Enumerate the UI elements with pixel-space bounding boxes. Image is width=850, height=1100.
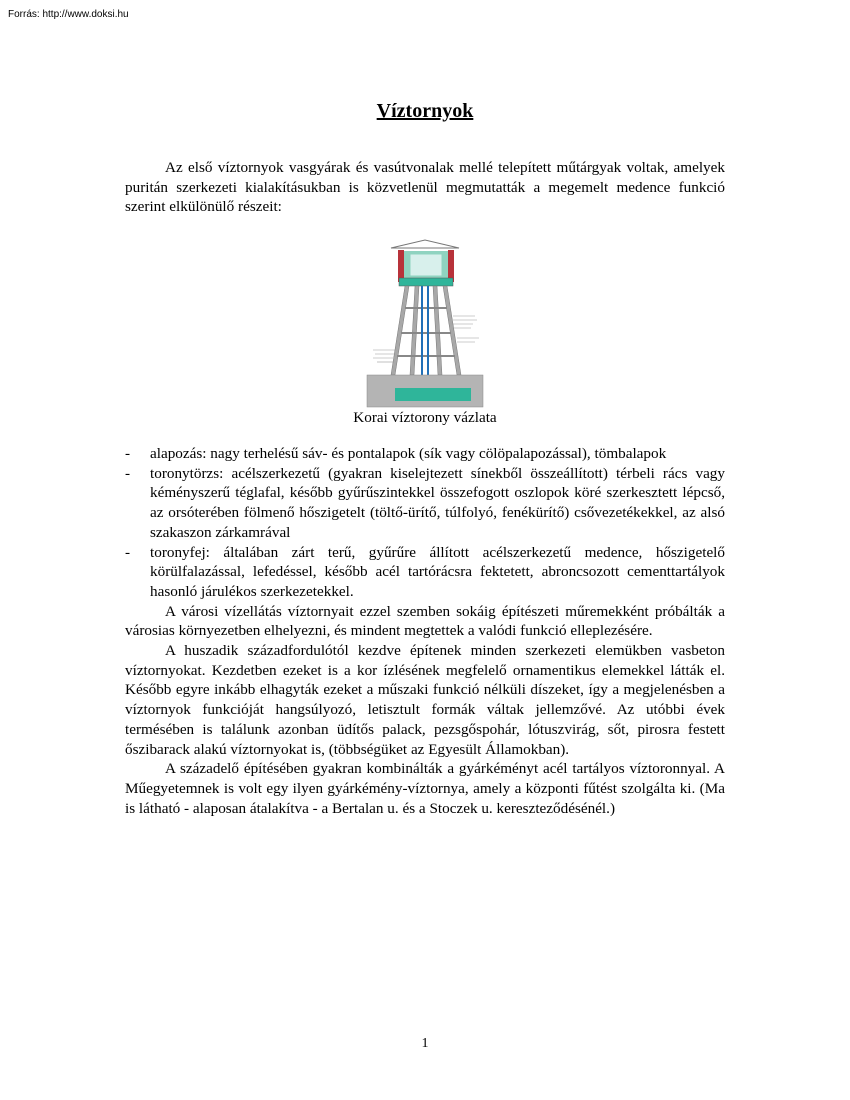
base-slab (395, 388, 471, 401)
bullet-text: toronyfej: általában zárt terű, gyűrűre állított acélszerkezetű medence, hőszigetelő körülfalazással, lefedéssel, később acél tartórácsra fektetett, abroncsozott cementtartályok hasonló járulékos szerkezetekkel. (150, 543, 725, 600)
bullet-list (125, 444, 725, 602)
body-paragraph: A századelő építésében gyakran kombinálták a gyárkéményt acél tartályos víztoronnyal. A Műegyetemnek is volt egy ilyen gyárkémény-víztornya, amely a központi fűtést szolgálta ki. (Ma is látható - alaposan átalakítva - a Bertalan u. és a Stoczek u. kereszteződésénél.) (125, 760, 725, 817)
leg-inner-right (433, 286, 442, 375)
body-paragraph: A huszadik századfordulótól kezdve építenek minden szerkezeti elemükben vasbeton víztornyokat. Kezdetben ezeket is a kor ízlésének megfelelő ornamentikus elemekkel látták el. Később egyre inkább elhagyták ezeket a műszaki funkció nélküli díszeket, így a megjelenésben a víztornyok funkcióját hangsúlyozó, letisztult formák váltak jellemzővé. Az utóbbi évek termésében is találunk azonban üdítős palack, pezsgőspohár, lótuszvirág, sőt, pirosra festett őszibarack alakú víztornyokat is, (többségüket az Egyesült Államokban). (125, 642, 725, 758)
list-item (125, 543, 725, 602)
intro-paragraph: Az első víztornyok vasgyárak és vasútvonalak mellé telepített műtárgyak voltak, amelyek puritán szerkezeti kialakításukban is közvetlenül megmutatták a megemelt medence funkció szerint elkülönülő részeit: (125, 159, 725, 216)
source-note: Forrás: http://www.doksi.hu (8, 9, 129, 20)
brick-wall-left (398, 250, 404, 282)
bullet-dash: - (125, 464, 131, 482)
intro-section (125, 158, 725, 217)
roof-shape (391, 240, 459, 248)
tank-inner (410, 254, 442, 276)
page-number: 1 (421, 1036, 429, 1051)
figure-caption: Korai víztorony vázlata (353, 409, 497, 426)
list-item (125, 444, 725, 464)
leg-outer-left (391, 286, 409, 375)
water-tower-figure (365, 238, 485, 408)
water-tower-sketch (365, 238, 485, 408)
leg-outer-right (443, 286, 461, 375)
bullet-dash: - (125, 543, 131, 561)
tank-ring (399, 278, 453, 286)
bullet-text: alapozás: nagy terhelésű sáv- és pontalapok (sík vagy cölöpalapozással), tömbalapok (150, 445, 667, 462)
bullet-text: toronytörzs: acélszerkezetű (gyakran kiselejtezett sínekből összeállított) térbeli rács vagy kéményszerű téglafal, később gyűrűszintekkel összefogott oszlopok köré szerkesztett lépcső, az orsóterében fölmenő hőszigetelt (töltő-ürítő, túlfolyó, fenékürítő) csővezetékekkel, az alsó szakaszon zárkamrával (150, 464, 725, 541)
body-section (125, 444, 725, 818)
page-title: Víztornyok (376, 100, 474, 122)
body-paragraph: A városi vízellátás víztornyait ezzel szemben sokáig építészeti műremekként próbálták a városias környezetben elhelyezni, és mindent megtettek a valódi funkció elleplezésére. (125, 602, 725, 640)
list-item (125, 464, 725, 543)
bullet-dash: - (125, 445, 131, 462)
brick-wall-right (448, 250, 454, 282)
leg-inner-left (410, 286, 419, 375)
